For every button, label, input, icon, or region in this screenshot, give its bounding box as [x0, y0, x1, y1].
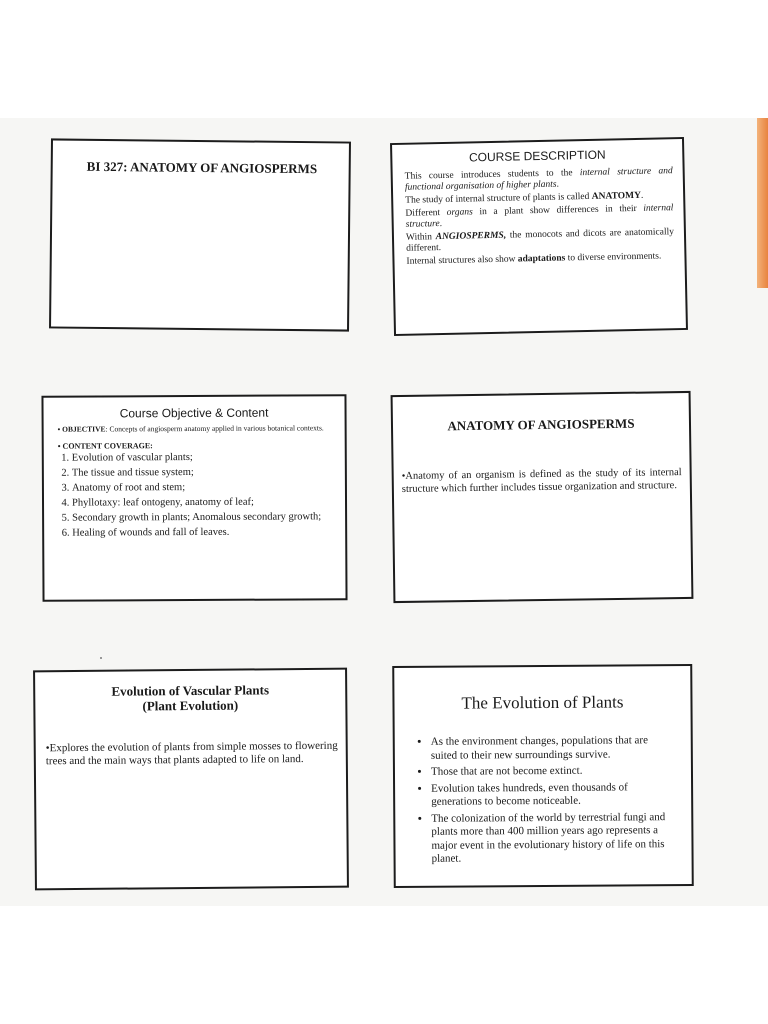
title-line: Evolution of Vascular Plants: [111, 682, 270, 699]
objective-text: [44, 419, 345, 434]
slide-title: [35, 682, 345, 715]
list-item: 3. Anatomy of root and stem;: [72, 481, 337, 495]
text: .: [640, 190, 644, 201]
objective-label: • OBJECTIVE: [57, 424, 106, 434]
emphasis: internal structure and functional organisation of higher plants: [404, 166, 673, 193]
paragraph: [405, 166, 673, 194]
list-item: • The colonization of the world by terrestrial fungi and plants more than 400 million years ago represents a major event in the evolutionary history of life on this planet.: [431, 811, 677, 867]
list-item: 2. The tissue and tissue system;: [72, 466, 337, 480]
slide-title: The Evolution of Plants: [461, 692, 624, 713]
list-item: • As the environment changes, populations that are suited to their new surroundings survive.: [431, 734, 677, 763]
text: Different: [405, 207, 447, 219]
slide-course-objective: [41, 394, 347, 602]
slide-body: [392, 160, 684, 268]
text: Internal structures also show: [406, 254, 518, 267]
slide-title: ANATOMY OF ANGIOSPERMS: [447, 415, 635, 434]
text: Within: [405, 232, 436, 243]
emphasis: organs: [446, 207, 473, 218]
text: in a plant show differences in their: [472, 203, 644, 218]
speck: [100, 657, 102, 659]
content-list: [58, 451, 337, 540]
page-edge-strip: [757, 118, 768, 288]
emphasis: ANATOMY: [591, 190, 642, 202]
slide-evolution-of-plants: [392, 664, 694, 888]
text: The study of internal structure of plants is called: [405, 191, 592, 206]
bullet-list: [417, 734, 678, 866]
emphasis: internal structure: [405, 203, 674, 230]
text: to diverse environments.: [565, 251, 662, 264]
title-line: (Plant Evolution): [142, 697, 239, 714]
list-item: 5. Secondary growth in plants; Anomalous secondary growth;: [72, 511, 337, 525]
paragraph: [405, 203, 673, 231]
list-item: 4. Phyllotaxy: leaf ontogeny, anatomy of leaf;: [72, 496, 337, 510]
slide-title: BI 327: ANATOMY OF ANGIOSPERMS: [86, 158, 318, 177]
list-item: 1. Evolution of vascular plants;: [72, 451, 337, 465]
slide-title: Course Objective & Content: [119, 405, 269, 421]
slide-anatomy-definition: [391, 391, 694, 603]
list-item: • Evolution takes hundreds, even thousands of generations to become noticeable.: [431, 781, 677, 810]
emphasis: ANGIOSPERMS,: [435, 230, 507, 243]
list-item: 6. Healing of wounds and fall of leaves.: [72, 526, 337, 540]
text: .: [439, 219, 443, 230]
text: This course introduces students to the: [404, 168, 580, 182]
slide-course-title: [49, 138, 351, 331]
slide-body: •Explores the evolution of plants from simple mosses to flowering trees and the main ways that plants adapted to life on land.: [45, 739, 338, 768]
paragraph: [406, 227, 674, 255]
content-coverage-label: • CONTENT COVERAGE:: [57, 441, 153, 451]
text: the monocots and dicots are anatomically different.: [406, 227, 675, 254]
slide-vascular-plants: [33, 668, 349, 891]
list-item: • Those that are not become extinct.: [431, 764, 677, 779]
text: .: [556, 179, 560, 190]
emphasis: adaptations: [517, 253, 566, 265]
objective-body: : Concepts of angiosperm anatomy applied in various botanical contexts.: [105, 423, 324, 434]
slide-title: COURSE DESCRIPTION: [468, 147, 606, 165]
slide-course-description: [390, 137, 688, 336]
slide-body: •Anatomy of an organism is defined as the study of its internal structure which further includes tissue organization and structure.: [401, 467, 682, 495]
